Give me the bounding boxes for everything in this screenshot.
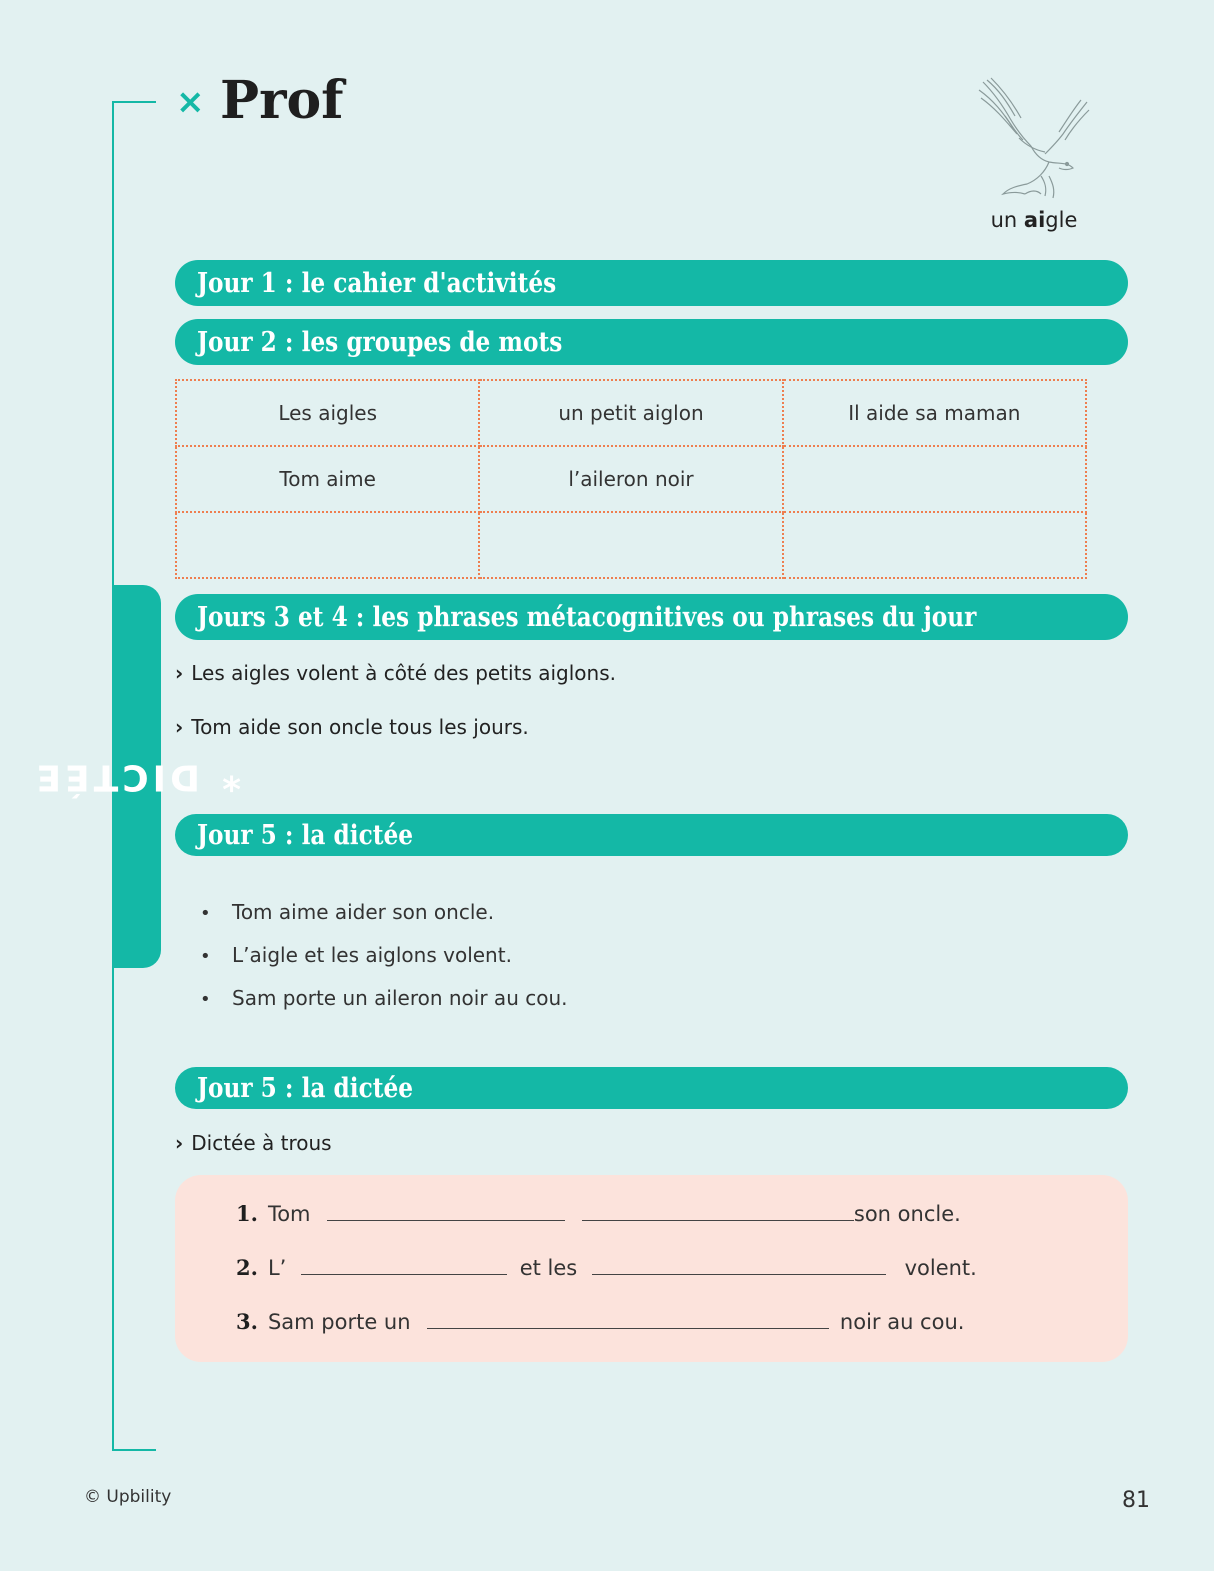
gap-dictation-label: › Dictée à trous [175, 1131, 332, 1155]
image-caption: un aigle [990, 208, 1078, 232]
bullet-icon: • [200, 989, 211, 1010]
side-tab [32, 585, 241, 968]
list-item: • Sam porte un aileron noir au cou. [200, 981, 568, 1024]
chevron-icon: › [175, 715, 184, 739]
chevron-icon: › [175, 1131, 184, 1155]
side-tab-star: * [217, 756, 241, 797]
table-cell: l’aileron noir [479, 446, 782, 512]
gap-line-2: 2. L’ et les volent. [236, 1255, 977, 1280]
section-title: Jour 5 : la dictée [197, 1072, 413, 1104]
list-item: • Tom aime aider son oncle. [200, 895, 568, 938]
word-groups-table [175, 379, 1087, 579]
blank-field[interactable] [582, 1219, 854, 1221]
bullet-icon: • [200, 903, 211, 924]
table-cell [783, 446, 1086, 512]
page-number: 81 [1122, 1488, 1150, 1513]
table-row [176, 380, 1086, 446]
dictation-list [200, 895, 568, 1024]
section-bar-day5-gap [175, 1067, 1128, 1109]
sentence-text: Les aigles volent à côté des petits aiglons. [191, 661, 616, 685]
section-title: Jour 1 : le cahier d'activités [197, 267, 557, 299]
table-cell: un petit aiglon [479, 380, 782, 446]
gap-line-3: 3. Sam porte un noir au cou. [236, 1309, 965, 1334]
table-row [176, 446, 1086, 512]
table-cell: Tom aime [176, 446, 479, 512]
copyright: © Upbility [84, 1487, 172, 1507]
list-item: • L’aigle et les aiglons volent. [200, 938, 568, 981]
section-bar-day5-dictation [175, 814, 1128, 856]
section-bar-day34 [175, 594, 1128, 640]
chevron-icon: › [175, 661, 184, 685]
table-row [176, 512, 1086, 578]
section-bar-day1 [175, 260, 1128, 306]
page-title: Prof [220, 70, 344, 131]
section-bar-day2 [175, 319, 1128, 365]
blank-field[interactable] [327, 1219, 565, 1221]
section-title: Jours 3 et 4 : les phrases métacognitives ou phrases du jour [197, 601, 977, 633]
sentence-text: Tom aide son oncle tous les jours. [191, 715, 529, 739]
table-cell: Il aide sa maman [783, 380, 1086, 446]
blank-field[interactable] [427, 1327, 829, 1329]
blank-field[interactable] [301, 1273, 507, 1275]
table-cell [479, 512, 782, 578]
side-bracket-top [112, 101, 156, 103]
list-item [175, 661, 616, 685]
eagle-illustration [975, 76, 1095, 204]
gap-line-1: 1. Tom son oncle. [236, 1201, 961, 1226]
table-cell [176, 512, 479, 578]
bullet-icon: • [200, 946, 211, 967]
side-tab-label: DICTÉE [32, 756, 200, 797]
table-cell: Les aigles [176, 380, 479, 446]
close-mark-icon: × [176, 82, 205, 122]
section-title: Jour 2 : les groupes de mots [197, 326, 563, 358]
list-item [175, 715, 529, 739]
section-title: Jour 5 : la dictée [197, 819, 413, 851]
side-bracket-bottom [112, 1449, 156, 1451]
table-cell [783, 512, 1086, 578]
blank-field[interactable] [592, 1273, 886, 1275]
